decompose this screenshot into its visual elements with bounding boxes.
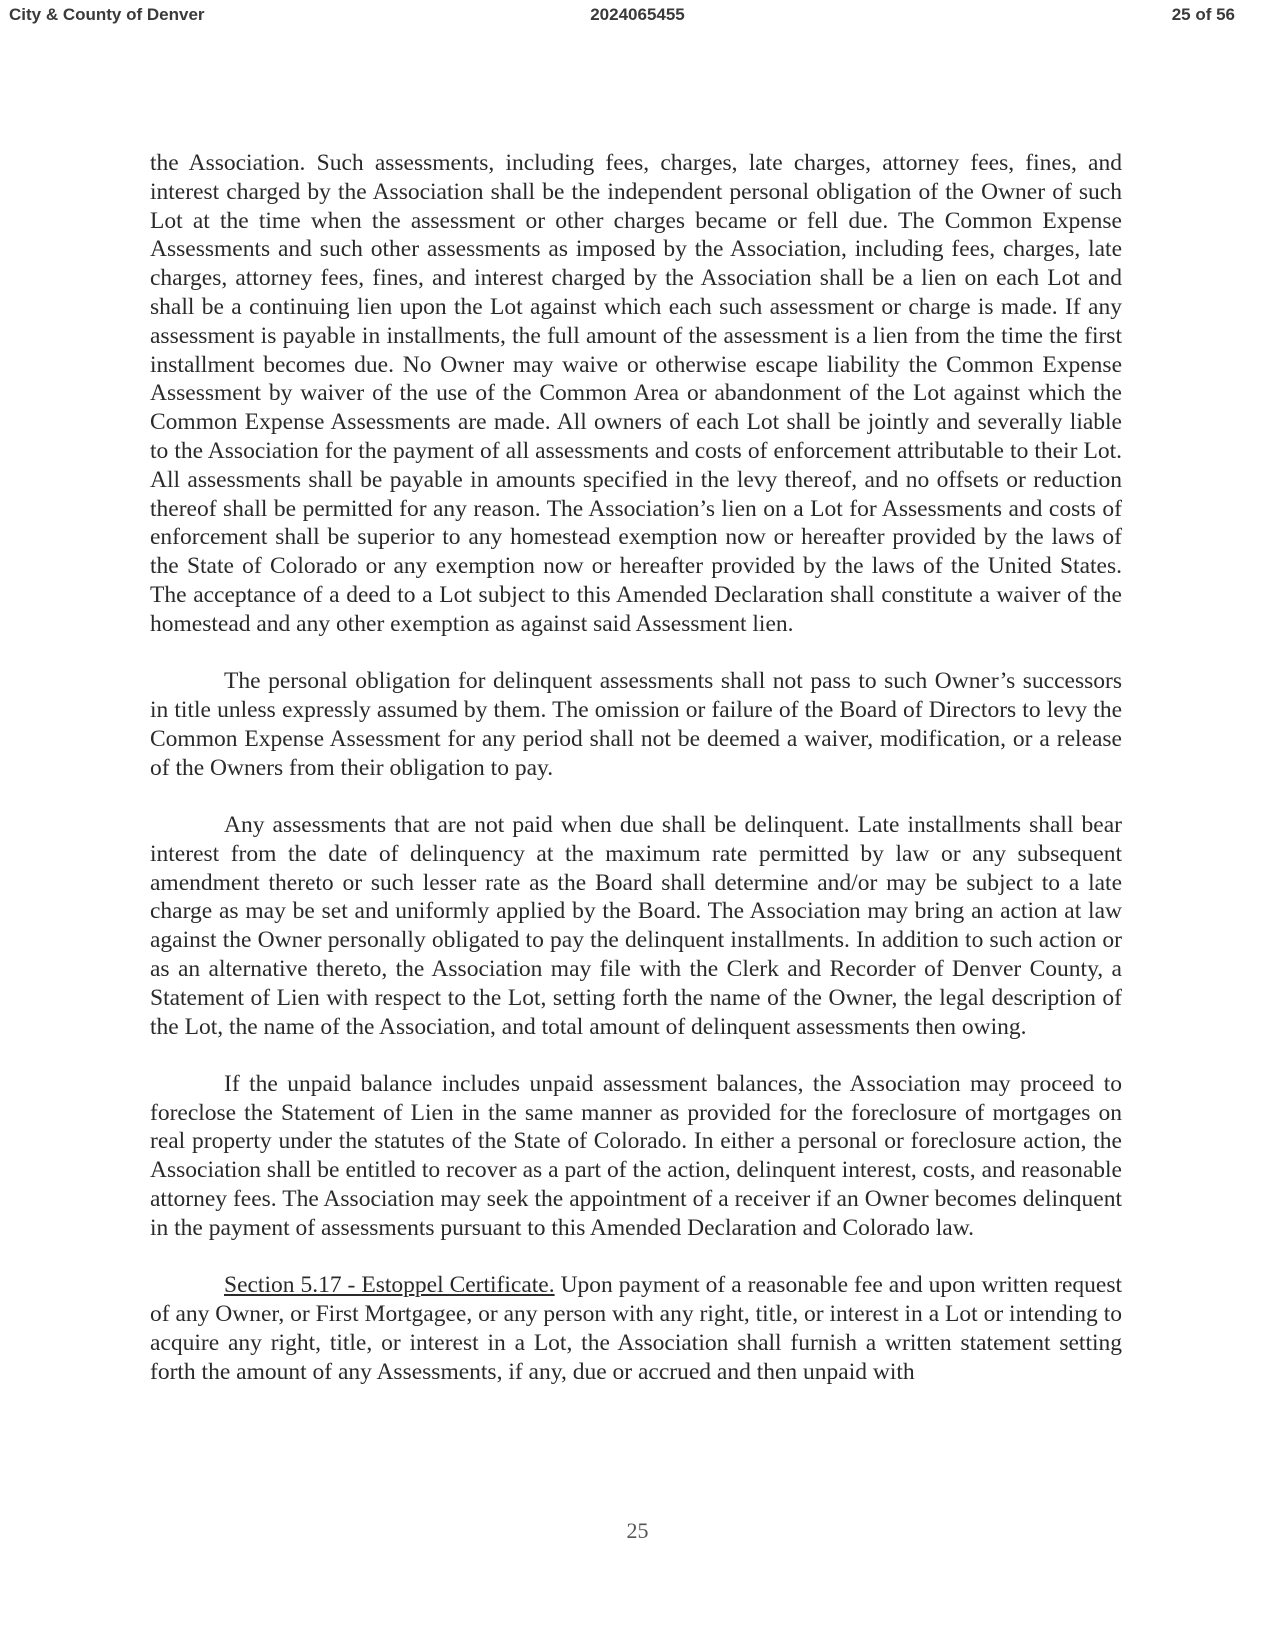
- paragraph-personal-obligation: The personal obligation for delinquent assessments shall not pass to such Owner’s successors in title unless expressly assumed by them. The omission or failure of the Board of Directors to levy the Common Expense Assessment for any period shall not be deemed a waiver, modification, or a release of the Owners from their obligation to pay.: [150, 668, 1122, 781]
- paragraph-delinquent-assessments: Any assessments that are not paid when due shall be delinquent. Late installments shall bear interest from the date of delinquency at the maximum rate permitted by law or any subsequent amendment thereto or such lesser rate as the Board shall determine and/or may be subject to a late charge as may be set and uniformly applied by the Board. The Association may bring an action at law against the Owner personally obligated to pay the delinquent installments. In addition to such action or as an alternative thereto, the Association may file with the Clerk and Recorder of Denver County, a Statement of Lien with respect to the Lot, setting forth the name of the Owner, the legal description of the Lot, the name of the Association, and total amount of delinquent assessments then owing.: [150, 811, 1122, 1040]
- document-body: [150, 149, 1122, 1415]
- page-header: [0, 0, 1275, 34]
- paragraph-foreclosure: If the unpaid balance includes unpaid assessment balances, the Association may proceed to foreclose the Statement of Lien in the same manner as provided for the foreclosure of mortgages on real property under the statutes of the State of Colorado. In either a personal or foreclosure action, the Association shall be entitled to recover as a part of the action, delinquent interest, costs, and reasonable attorney fees. The Association may seek the appointment of a receiver if an Owner becomes delinquent in the payment of assessments pursuant to this Amended Declaration and Colorado law.: [150, 1070, 1122, 1241]
- page-number: 25: [626, 1518, 649, 1543]
- paragraph-estoppel-certificate: [150, 1271, 1122, 1386]
- header-page-count: 25 of 56: [1171, 5, 1235, 24]
- header-county: City & County of Denver: [9, 5, 205, 24]
- header-reception-number: 2024065455: [590, 5, 685, 24]
- section-heading: Section 5.17 - Estoppel Certificate.: [224, 1272, 555, 1299]
- paragraph-continued: the Association. Such assessments, including fees, charges, late charges, attorney fees, fines, and interest charged by the Association shall be the independent personal obligation of the Owner of such Lot at the time when the assessment or other charges became or fell due. The Common Expense Assessments and such other assessments as imposed by the Association, including fees, charges, late charges, attorney fees, fines, and interest charged by the Association shall be a lien on each Lot and shall be a continuing lien upon the Lot against which each such assessment or charge is made. If any assessment is payable in installments, the full amount of the assessment is a lien from the time the first installment becomes due. No Owner may waive or otherwise escape liability the Common Expense Assessment by waiver of the use of the Common Area or abandonment of the Lot against which the Common Expense Assessments are made. All owners of each Lot shall be jointly and severally liable to the Association for the payment of all assessments and costs of enforcement attributable to their Lot. All assessments shall be payable in amounts specified in the levy thereof, and no offsets or reduction thereof shall be permitted for any reason. The Association’s lien on a Lot for Assessments and costs of enforcement shall be superior to any homestead exemption now or hereafter provided by the laws of the State of Colorado or any exemption now or hereafter provided by the laws of the United States. The acceptance of a deed to a Lot subject to this Amended Declaration shall constitute a waiver of the homestead and any other exemption as against said Assessment lien.: [150, 150, 1122, 637]
- section-text: Upon payment of a reasonable fee and upon written request of any Owner, or First Mortgagee, or any person with any right, title, or interest in a Lot or intending to acquire any right, title, or interest in a Lot, the Association shall furnish a written statement setting forth the amount of any Assessments, if any, due or accrued and then unpaid with: [150, 1272, 1122, 1385]
